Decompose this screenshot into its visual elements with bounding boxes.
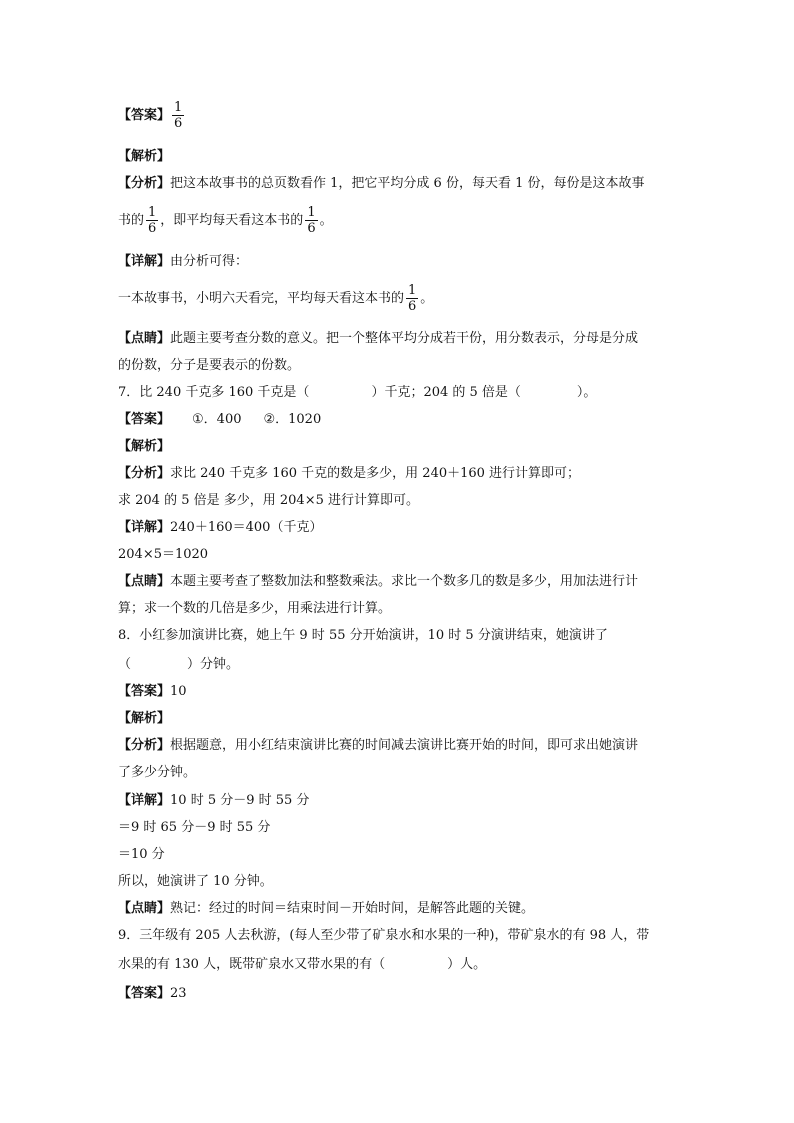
xiangjie-text: 10 时 5 分－9 时 55 分	[170, 793, 310, 808]
dianjing-tag: 【点睛】	[118, 574, 171, 589]
fenxi-text: 书的	[118, 213, 145, 228]
xiangjie-text: 一本故事书，小明六天看完，平均每天看这本书的	[118, 291, 405, 306]
fenxi-tag: 【分析】	[118, 176, 171, 191]
fenxi-text: 了多少分钟。	[118, 765, 197, 780]
q8-answer-line	[118, 683, 187, 701]
answer-tag: 【答案】	[118, 986, 171, 1001]
q8-jiexi-line	[118, 710, 170, 728]
xiangjie-text: ＝10 分	[118, 847, 165, 862]
fenxi-text: 根据题意，用小红结束演讲比赛的时间减去演讲比赛开始的时间，即可求出她演讲	[170, 738, 639, 753]
fraction: $\frac{1}{6}$	[408, 283, 417, 314]
q6-answer-line	[118, 100, 186, 131]
q8-dianjing-line1	[118, 900, 534, 918]
answer-value: 10	[170, 684, 187, 699]
answer-tag: 【答案】	[118, 108, 171, 123]
xiangjie-tag: 【详解】	[118, 793, 171, 808]
q8-xiangjie-line4	[118, 873, 273, 891]
question-text: 7．比 240 千克多 160 千克是（	[118, 385, 310, 400]
q8-fenxi-line2	[118, 764, 196, 782]
answer-2: ②．1020	[263, 412, 322, 427]
fraction: $\frac{1}{6}$	[307, 205, 316, 236]
xiangjie-text: ＝9 时 65 分－9 时 55 分	[118, 820, 271, 835]
q7-xiangjie-line1	[118, 519, 322, 537]
question-text: ）千克；204 的 5 倍是（	[371, 385, 521, 400]
q6-xiangjie-line2	[118, 283, 433, 314]
fenxi-tag: 【分析】	[118, 738, 171, 753]
q6-fenxi-line1	[118, 175, 645, 193]
answer-fraction: $\frac{1}{6}$	[174, 100, 183, 131]
q9-answer-line	[118, 985, 187, 1003]
jiexi-tag: 【解析】	[118, 711, 171, 726]
dianjing-text: 本题主要考查了整数加法和整数乘法。求比一个数多几的数是多少，用加法进行计	[170, 574, 639, 589]
q8-xiangjie-line1	[118, 792, 309, 810]
dianjing-tag: 【点睛】	[118, 331, 171, 346]
dianjing-tag: 【点睛】	[118, 901, 171, 916]
fenxi-text: 。	[319, 213, 333, 228]
question-text: ）人。	[447, 957, 487, 972]
question-text: ）。	[576, 385, 597, 400]
dianjing-text: 此题主要考查分数的意义。把一个整体平均分成若干份，用分数表示，分母是分成	[170, 331, 639, 346]
q9-question-line2	[118, 956, 486, 974]
q8-fenxi-line1	[118, 737, 638, 755]
q7-dianjing-line1	[118, 573, 638, 591]
q7-answer-line	[118, 411, 321, 429]
q7-fenxi-line2	[118, 492, 419, 510]
q6-xiangjie-line1	[118, 253, 248, 271]
q6-fenxi-line2	[118, 205, 333, 236]
xiangjie-text: 。	[420, 291, 434, 306]
question-text: 8．小红参加演讲比赛，她上午 9 时 55 分开始演讲，10 时 5 分演讲结束，她演讲了	[118, 628, 608, 643]
q9-question-line1	[118, 927, 649, 945]
answer-tag: 【答案】	[118, 684, 171, 699]
xiangjie-text: 由分析可得：	[170, 254, 249, 269]
jiexi-tag: 【解析】	[118, 439, 171, 454]
xiangjie-text: 240＋160＝400（千克）	[170, 520, 323, 535]
question-text: （	[118, 657, 132, 672]
q8-xiangjie-line3	[118, 846, 165, 864]
question-text: 水果的有 130 人，既带矿泉水又带水果的有（	[118, 957, 386, 972]
q7-dianjing-line2	[118, 600, 391, 618]
xiangjie-text: 204×5＝1020	[118, 547, 209, 562]
q6-jiexi-line	[118, 148, 170, 166]
q8-xiangjie-line2	[118, 819, 270, 837]
jiexi-tag: 【解析】	[118, 149, 171, 164]
fenxi-text: 把这本故事书的总页数看作 1，把它平均分成 6 份，每天看 1 份，每份是这本故事	[170, 176, 645, 191]
dianjing-text: 算；求一个数的几倍是多少，用乘法进行计算。	[118, 601, 392, 616]
fenxi-text: 求 204 的 5 倍是 多少，用 204×5 进行计算即可。	[118, 493, 419, 508]
answer-value: 23	[170, 986, 187, 1001]
q7-jiexi-line	[118, 438, 170, 456]
fraction: $\frac{1}{6}$	[148, 205, 157, 236]
dianjing-text: 的份数，分子是要表示的份数。	[118, 358, 301, 373]
q8-question-line1	[118, 627, 608, 645]
q6-dianjing-line2	[118, 357, 300, 375]
fenxi-text: 求比 240 千克多 160 千克的数是多少，用 240＋160 进行计算即可；	[170, 466, 581, 481]
q7-question	[118, 384, 596, 402]
dianjing-text: 熟记：经过的时间＝结束时间－开始时间，是解答此题的关键。	[170, 901, 535, 916]
fenxi-text: ，即平均每天看这本书的	[160, 213, 304, 228]
xiangjie-text: 所以，她演讲了 10 分钟。	[118, 874, 273, 889]
q7-fenxi-line1	[118, 465, 580, 483]
q6-dianjing-line1	[118, 330, 638, 348]
answer-tag: 【答案】	[118, 412, 171, 427]
xiangjie-tag: 【详解】	[118, 520, 171, 535]
question-text: 9．三年级有 205 人去秋游，(每人至少带了矿泉水和水果的一种)，带矿泉水的有 98 人，带	[118, 928, 650, 943]
question-text: ）分钟。	[187, 657, 240, 672]
q7-xiangjie-line2	[118, 546, 208, 564]
xiangjie-tag: 【详解】	[118, 254, 171, 269]
q8-question-line2	[118, 656, 239, 674]
answer-1: ①．400	[192, 412, 242, 427]
fenxi-tag: 【分析】	[118, 466, 171, 481]
